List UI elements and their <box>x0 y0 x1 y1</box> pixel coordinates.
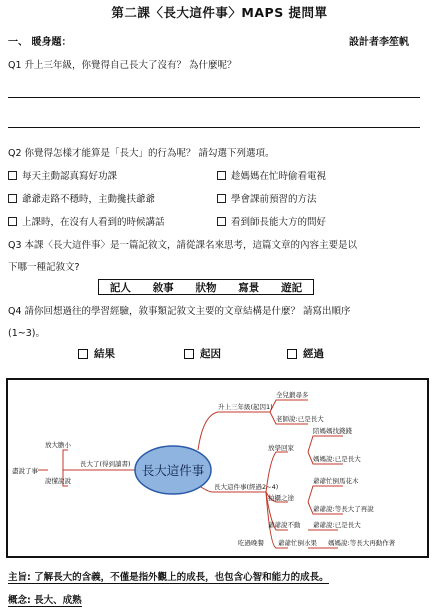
mindmap-sub3: 爺爺說不動 <box>268 521 301 529</box>
genre-option[interactable]: 記人 <box>109 281 131 294</box>
answer-line-2[interactable] <box>8 127 420 128</box>
mindmap-sub4: 吃過晚餐 <box>238 539 264 547</box>
page-title: 第二課〈長大這件事〉MAPS 提問單 <box>111 5 328 20</box>
checkbox[interactable] <box>8 171 17 180</box>
mindmap-sub4-leaf: 媽媽說:等長大再動作著 <box>328 539 396 547</box>
question-2: Q2 你覺得怎樣才能算是「長大」的行為呢？ 請勾選下列選項。 <box>8 148 275 159</box>
concept: 概念: 長大、成熟 <box>8 592 82 607</box>
q2-option-3[interactable]: 爺爺走路不穩時，主動攙扶爺爺 <box>8 191 155 205</box>
mindmap-sub2-leaf-2: 爺爺說:等長大了再說 <box>313 505 374 513</box>
question-4-line1: Q4 請你回想過往的學習經驗，敘事類記敘文主要的文章結構是什麼？ 請寫出順序 <box>8 306 351 317</box>
question-3-line2: 下哪一種記敘文? <box>8 262 80 273</box>
mindmap-top-leaf-1: 全兒鍛尋多 <box>276 391 309 399</box>
mindmap-left-pair-1: 放大膽小 <box>45 441 71 449</box>
mindmap-center-label: 長大這件事 <box>141 463 205 478</box>
q2-option-5[interactable]: 上課時，在沒有人看到的時候講話 <box>8 214 165 228</box>
genre-option[interactable]: 狀物 <box>195 281 217 294</box>
genre-option[interactable]: 遊記 <box>281 281 303 294</box>
checkbox[interactable] <box>8 217 17 226</box>
question-3-line1: Q3 本課〈長大這件事〉是一篇記敘文，請從課名來思考，這篇文章的內容主要是以 <box>8 240 358 251</box>
mind-map <box>6 378 429 558</box>
section-heading: 一、 暖身題： <box>8 37 72 48</box>
question-4-line2: (1~3)。 <box>8 328 45 339</box>
q2-option-6[interactable]: 看到師長能大方的問好 <box>217 214 326 228</box>
genre-option[interactable]: 寫景 <box>238 281 260 294</box>
order-option-cause[interactable]: 起因 <box>184 346 221 361</box>
checkbox[interactable] <box>8 194 17 203</box>
checkbox[interactable] <box>287 349 297 359</box>
mindmap-bottom-branch: 長大這件事(經過2~4) <box>214 483 279 491</box>
mindmap-left-branch: 長大了(得到讀書) <box>80 460 131 468</box>
branch-line <box>198 412 270 450</box>
mindmap-sub4-branch: 爺爺忙倒水果 <box>278 539 317 547</box>
mindmap-sub2-leaf-1: 爺爺忙倒馬花木 <box>313 477 359 485</box>
checkbox[interactable] <box>217 171 226 180</box>
checkbox[interactable] <box>184 349 194 359</box>
q2-option-1[interactable]: 每天主動認真寫好功課 <box>8 168 117 182</box>
question-1: Q1 升上三年級，你覺得自己長大了沒有？ 為什麼呢？ <box>8 60 237 71</box>
checkbox[interactable] <box>217 194 226 203</box>
mindmap-top-leaf-2: 老師說:已是長大 <box>276 415 324 423</box>
mindmap-sub1-leaf-2: 媽媽說:已是長大 <box>313 455 361 463</box>
mindmap-sub3-leaf: 爺爺說:已是長大 <box>313 521 361 529</box>
checkbox[interactable] <box>217 217 226 226</box>
q2-option-4[interactable]: 學會課前預習的方法 <box>217 191 317 205</box>
mindmap-top-branch: 升上三年級(起因1) <box>218 403 273 411</box>
checkbox[interactable] <box>78 349 88 359</box>
genre-choices <box>98 279 314 295</box>
main-idea: 主旨: 了解長大的含義，不僅是指外觀上的成長，也包含心智和能力的成長。 <box>8 569 329 584</box>
mindmap-sub1-leaf-1: 陪媽媽找錢錢 <box>313 427 352 435</box>
order-option-process[interactable]: 經過 <box>287 346 324 361</box>
mindmap-left-leaf: 盡說了事 <box>12 467 38 475</box>
genre-option[interactable]: 敘事 <box>152 281 174 294</box>
order-option-result[interactable]: 結果 <box>78 346 115 361</box>
mindmap-sub2: 拍攝之途 <box>268 494 294 502</box>
designer-name: 設計者李笙帆 <box>349 37 409 48</box>
answer-line-1[interactable] <box>8 97 420 98</box>
mindmap-sub1: 放學回家 <box>268 444 294 452</box>
q2-option-2[interactable]: 趁媽媽在忙時偷看電視 <box>217 168 326 182</box>
mindmap-left-pair-2: 說懂說說 <box>45 477 71 485</box>
